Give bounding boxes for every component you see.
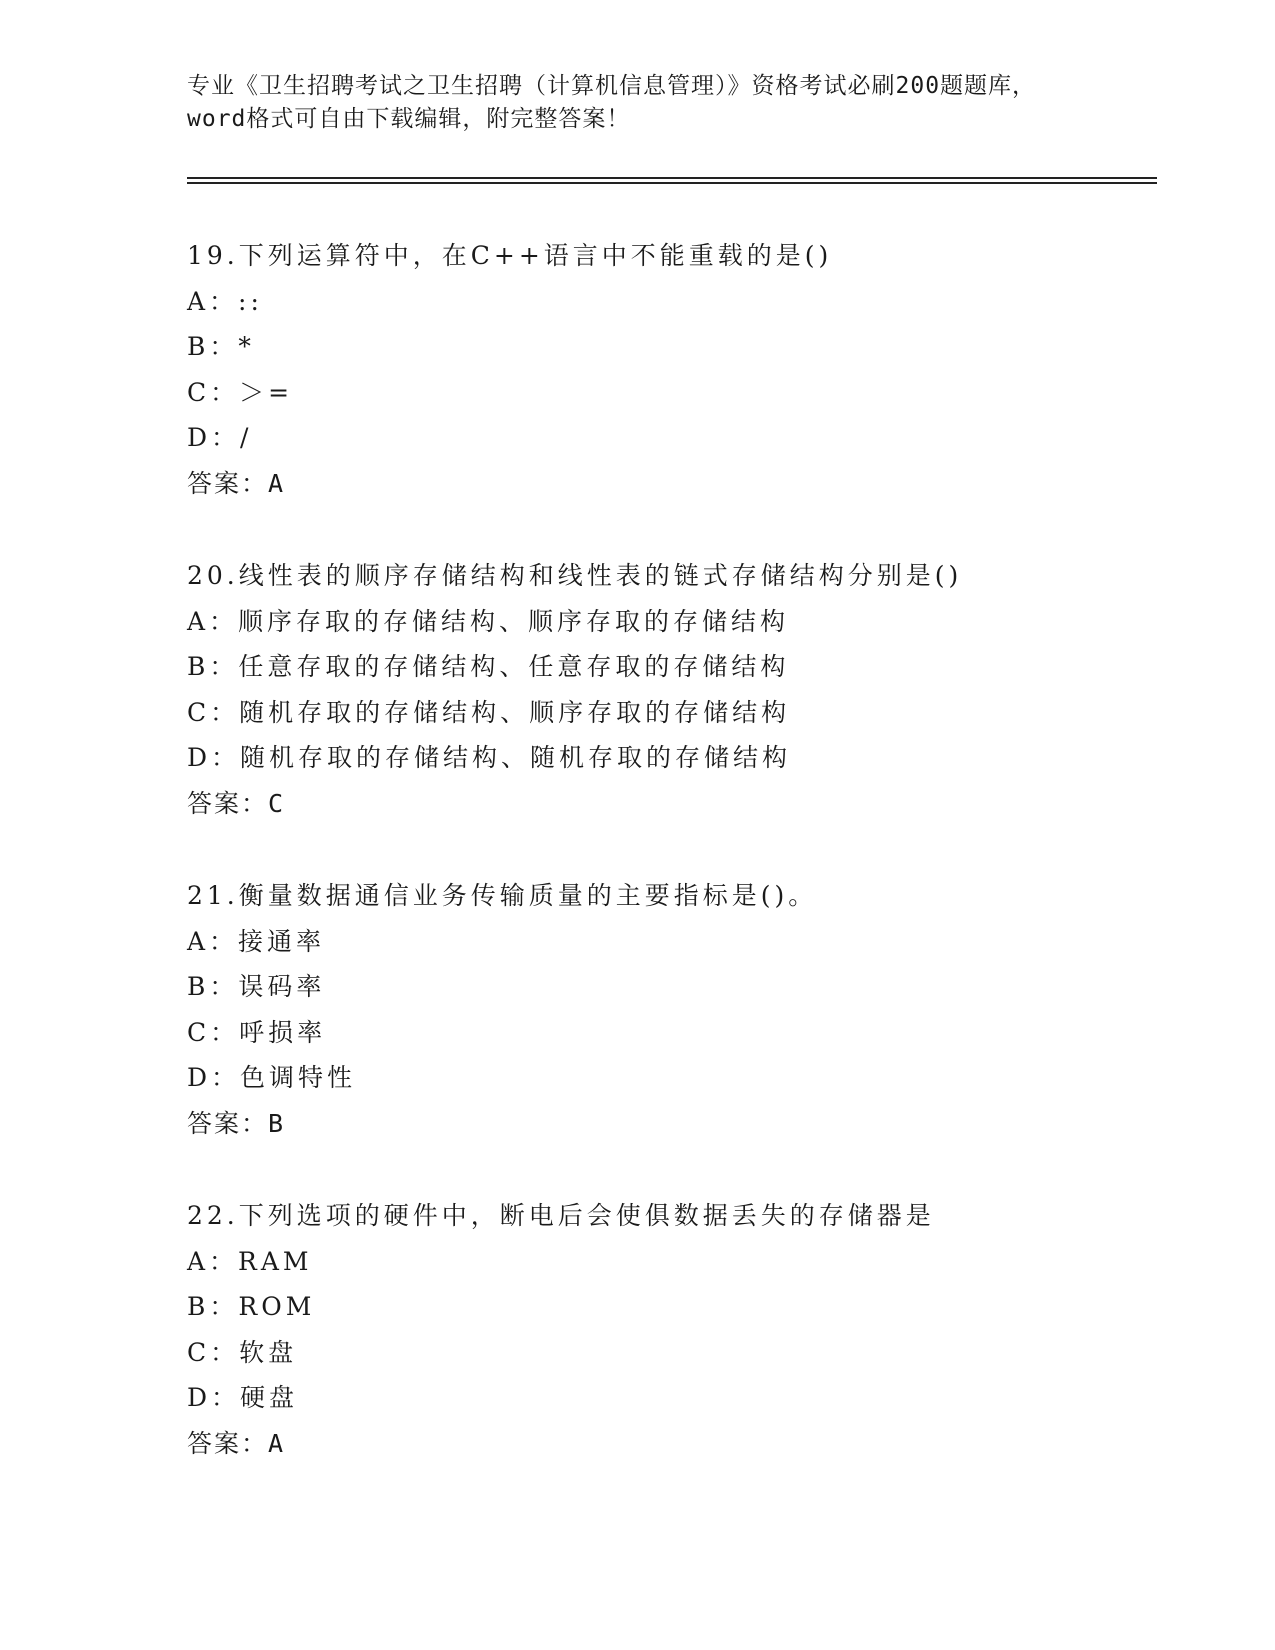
- option-b: B：ROM: [187, 1292, 316, 1321]
- option-d: D：色调特性: [187, 1063, 357, 1092]
- header-line-1: 专业《卫生招聘考试之卫生招聘（计算机信息管理）》资格考试必刷200题题库，: [187, 73, 1037, 99]
- option-c: C：软盘: [187, 1337, 298, 1367]
- option-c: C：随机存取的存储结构、顺序存取的存储结构: [187, 697, 791, 727]
- answer: 答案：A: [187, 1428, 286, 1458]
- question-21: [187, 873, 1187, 1146]
- answer: 答案：C: [187, 788, 286, 818]
- answer: 答案：B: [187, 1108, 286, 1138]
- option-d: D：随机存取的存储结构、随机存取的存储结构: [187, 743, 792, 772]
- option-a: A：接通率: [187, 926, 326, 956]
- question-20: [187, 553, 1187, 826]
- option-c: C：＞=: [187, 377, 294, 407]
- question-22: [187, 1193, 1187, 1466]
- option-a: A：顺序存取的存储结构、顺序存取的存储结构: [187, 606, 790, 636]
- answer: 答案：A: [187, 468, 286, 498]
- option-a: A：::: [187, 286, 263, 316]
- question-title: 19.下列运算符中，在C++语言中不能重载的是(): [187, 241, 833, 270]
- header-divider-bottom: [187, 182, 1157, 184]
- document-header: [187, 70, 1087, 136]
- option-a: A：RAM: [187, 1246, 313, 1276]
- option-b: B：误码率: [187, 972, 326, 1001]
- option-b: B：*: [187, 332, 255, 361]
- question-title: 22.下列选项的硬件中，断电后会使俱数据丢失的存储器是: [187, 1201, 935, 1230]
- header-line-2: word格式可自由下载编辑，附完整答案！: [187, 106, 631, 132]
- question-title: 20.线性表的顺序存储结构和线性表的链式存储结构分别是(): [187, 561, 963, 590]
- option-b: B：任意存取的存储结构、任意存取的存储结构: [187, 652, 790, 681]
- question-19: [187, 233, 1187, 506]
- option-c: C：呼损率: [187, 1017, 327, 1047]
- question-title: 21.衡量数据通信业务传输质量的主要指标是()。: [187, 881, 818, 910]
- option-d: D：硬盘: [187, 1383, 299, 1412]
- option-d: D：/: [187, 423, 253, 452]
- header-divider-top: [187, 177, 1157, 179]
